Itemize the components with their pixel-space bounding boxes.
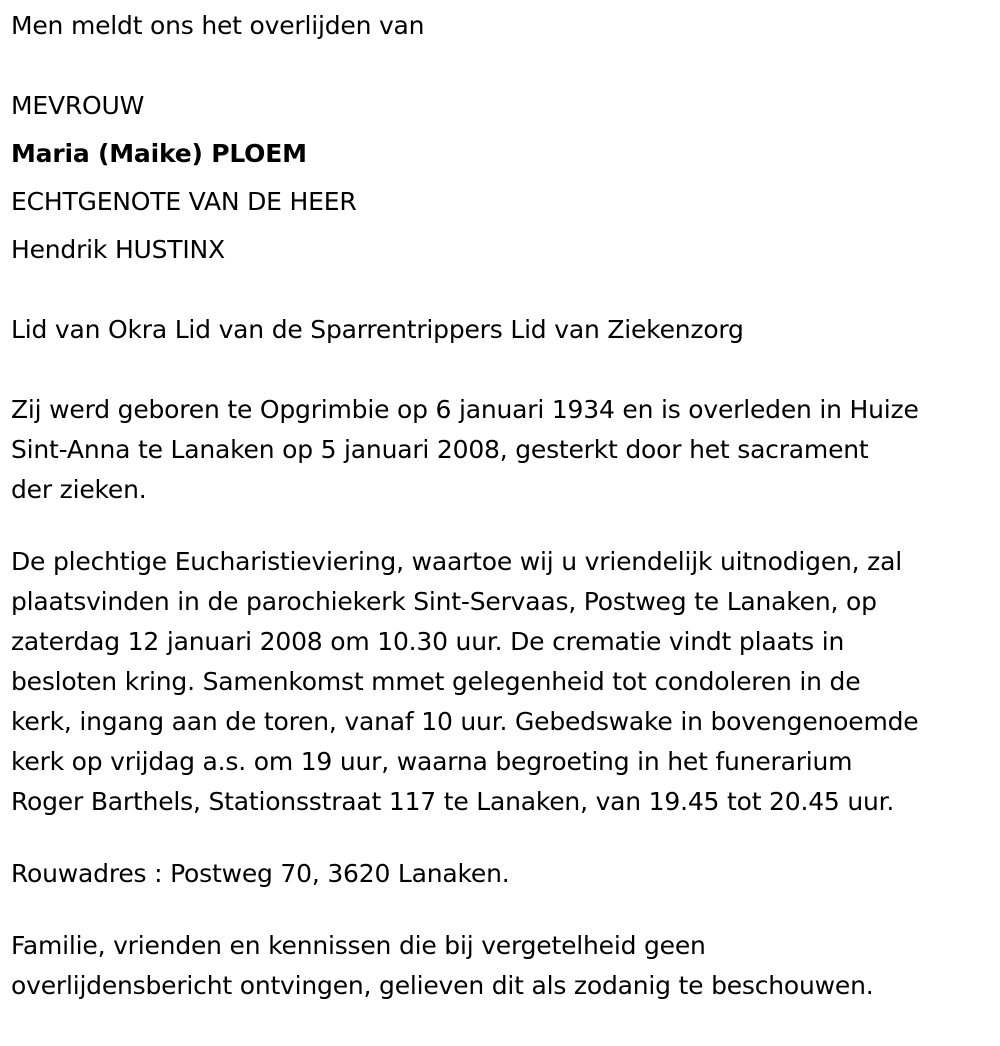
spouse-name: Hendrik HUSTINX — [11, 235, 225, 264]
paragraph-line: Roger Barthels, Stationsstraat 117 te Lanaken, van 19.45 tot 20.45 uur. — [11, 787, 895, 816]
paragraph-line: kerk, ingang aan de toren, vanaf 10 uur. Gebedswake in bovengenoemde — [11, 707, 919, 736]
deceased-name: Maria (Maike) PLOEM — [11, 139, 307, 168]
paragraph-line: plaatsvinden in de parochiekerk Sint-Servaas, Postweg te Lanaken, op — [11, 587, 877, 616]
paragraph-line: De plechtige Eucharistieviering, waartoe wij u vriendelijk uitnodigen, zal — [11, 547, 902, 576]
paragraph-line: der zieken. — [11, 475, 147, 504]
paragraph-line: Familie, vrienden en kennissen die bij vergetelheid geen — [11, 931, 706, 960]
spacer — [11, 278, 990, 310]
intro-text: Men meldt ons het overlijden van — [11, 11, 425, 40]
spacer — [11, 510, 990, 542]
paragraph-line: Zij werd geboren te Opgrimbie op 6 januari 1934 en is overleden in Huize — [11, 395, 919, 424]
paragraph-line: besloten kring. Samenkomst mmet gelegenheid tot condoleren in de — [11, 667, 861, 696]
memberships-text: Lid van Okra Lid van de Sparrentrippers Lid van Ziekenzorg — [11, 315, 744, 344]
paragraph-line: Sint-Anna te Lanaken op 5 januari 2008, gesterkt door het sacrament — [11, 435, 869, 464]
address-text: Rouwadres : Postweg 70, 3620 Lanaken. — [11, 859, 510, 888]
spacer — [11, 822, 990, 854]
spacer — [11, 358, 990, 390]
paragraph-line: overlijdensbericht ontvingen, gelieven dit als zodanig te beschouwen. — [11, 971, 874, 1000]
ceremony-paragraph — [11, 542, 990, 822]
paragraph-line: kerk op vrijdag a.s. om 19 uur, waarna begroeting in het funerarium — [11, 747, 853, 776]
relation-text: ECHTGENOTE VAN DE HEER — [11, 187, 357, 216]
paragraph-line: zaterdag 12 januari 2008 om 10.30 uur. De crematie vindt plaats in — [11, 627, 845, 656]
birth-death-paragraph — [11, 390, 990, 510]
address-paragraph — [11, 854, 990, 894]
title-prefix: MEVROUW — [11, 91, 145, 120]
spacer — [11, 54, 990, 86]
spacer — [11, 894, 990, 926]
closing-paragraph — [11, 926, 990, 1006]
